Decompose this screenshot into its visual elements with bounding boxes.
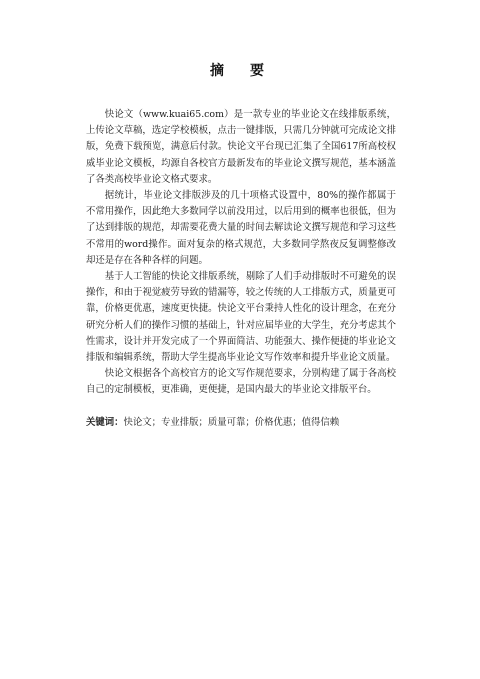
abstract-title: 摘 要	[210, 63, 270, 79]
abstract-paragraph: 快论文根据各个高校官方的论文写作规范要求，分别构建了属于各高校自己的定制模板，更准确，更便捷，是国内最大的毕业论文排版平台。	[86, 368, 396, 396]
abstract-paragraph: 基于人工智能的快论文排版系统，剔除了人们手动排版时不可避免的误操作，和由于视觉疲劳导致的错漏等，较之传统的人工排版方式，质量更可靠，价格更优惠，速度更快捷。快论文平台秉持人性化的设计理念，在充分研究分析人们的操作习惯的基础上，针对应届毕业的大学生，充分考虑其个性需求，设计并开发完成了一个界面简洁、功能强大、操作便捷的毕业论文排版和编辑系统，帮助大学生提高毕业论文写作效率和提升毕业论文质量。	[86, 271, 396, 364]
keywords-label: 关键词：	[86, 416, 124, 428]
keywords-line	[86, 415, 396, 431]
abstract-body	[86, 107, 396, 431]
abstract-paragraph: 据统计，毕业论文排版涉及的几十项格式设置中，80%的操作都属于不常用操作，因此绝大多数同学以前没用过，以后用到的概率也很低，但为了达到排版的规范，却需要花费大量的时间去解读论文撰写规范和学习这些不常用的word操作。面对复杂的格式规范，大多数同学熬夜反复调整修改却还是存在各种各样的问题。	[86, 190, 396, 266]
abstract-paragraph: 快论文（www.kuai65.com）是一款专业的毕业论文在线排版系统，上传论文草稿，选定学校模板，点击一键排版，只需几分钟就可完成论文排版，免费下载预览，满意后付款。快论文平台现已汇集了全国617所高校权威毕业论文模板，均源自各校官方最新发布的毕业论文撰写规范，基本涵盖了各类高校毕业论文格式要求。	[86, 109, 396, 185]
keywords-text: 快论文；专业排版；质量可靠；价格优惠；值得信赖	[123, 416, 340, 428]
